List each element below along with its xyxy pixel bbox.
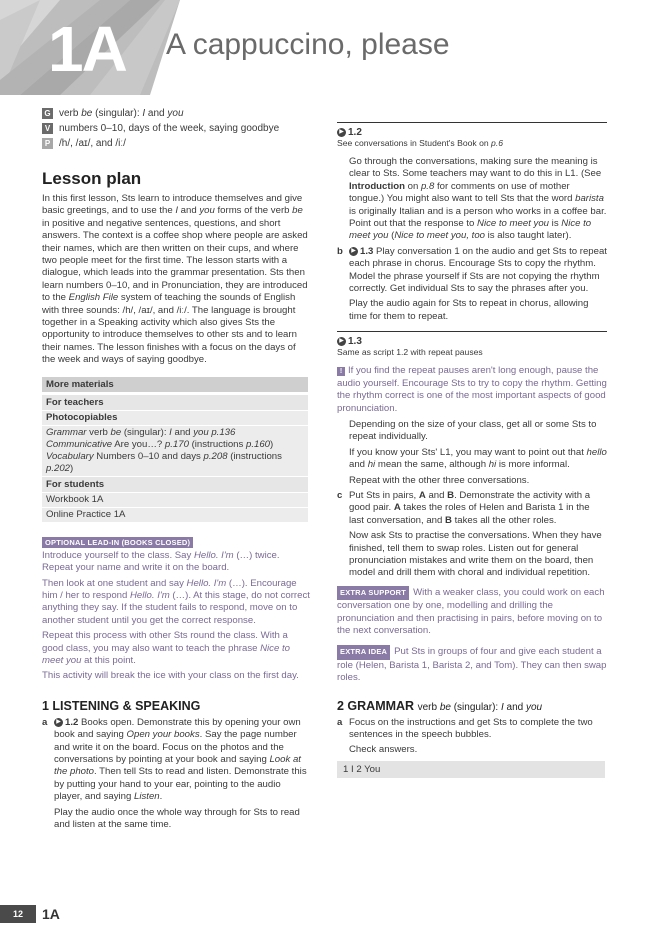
objective-row <box>42 108 310 119</box>
lesson-plan-heading: Lesson plan <box>42 169 142 188</box>
script-1-2-title: 1.2 <box>348 127 362 138</box>
item-b-paragraph: Repeat with the other three conversations. <box>349 474 530 486</box>
lead-in-paragraph: Repeat this process with other Sts round the class. With a good class, you may also want to teach the phrase Nice to meet you at this point. <box>42 630 290 666</box>
item-c-para2: Now ask Sts to practise the conversations. When they have finished, tell them to swap roles. Listen out for general pronunciation mistakes and write them on the board, then model and drill them with choral and individual repetition. <box>349 530 602 579</box>
more-materials-box <box>42 377 308 522</box>
warning-icon: ! <box>337 367 345 376</box>
item-letter: b <box>337 245 343 257</box>
section-2-item-a-text: Focus on the instructions and get Sts to complete the two sentences in the speech bubbles. <box>349 716 593 741</box>
audio-icon: ▶ <box>337 337 346 346</box>
lesson-plan-text: In this first lesson, Sts learn to introduce themselves and give basic greetings, and to use the I and you forms of the verb be in positive and negative sentences, questions, and short answers. The context is a coffee shop where people are asked their names, which are then written on their cups, and where two people meet for the first time. The lesson starts with a dialogue, which leads into the grammar presentation. Sts then learn numbers 0–10, and in Pronunciation, they are introduced to the English File system of teaching the sounds of English with three sounds: /h/, /aɪ/, and /iː/. The language is brought together in a Speaking activity which also gives Sts the opportunity to introduce themselves to other sts and to learn their names. The lesson finishes with a focus on the days of the week and ways of saying goodbye. <box>42 193 308 366</box>
student-material-item: Workbook 1A <box>42 492 308 507</box>
extra-idea-text: Put Sts in groups of four and give each student a role (Helen, Barista 1, Barista 2, and Tom). They can then swap roles. <box>337 646 607 684</box>
left-column <box>42 108 310 834</box>
lead-in-text <box>42 550 310 683</box>
for-teachers-label: For teachers <box>42 394 308 410</box>
lead-in-tag: OPTIONAL LEAD-IN (BOOKS CLOSED) <box>42 537 193 548</box>
objective-text: verb be (singular): I and you <box>59 108 184 119</box>
answers-box: 1 I 2 You <box>337 761 605 778</box>
photocopiable-item: Vocabulary Numbers 0–10 and days p.208 (instructions p.202) <box>46 450 282 474</box>
section-1-heading: 1 LISTENING & SPEAKING <box>42 698 201 713</box>
footer-unit: 1A <box>42 906 60 922</box>
script-1-2-box <box>337 122 607 148</box>
objective-text: numbers 0–10, days of the week, saying goodbye <box>59 123 280 134</box>
item-c <box>337 490 607 527</box>
item-b-paragraph: Depending on the size of your class, get all or some Sts to repeat individually. <box>349 418 597 443</box>
check-answers-text: Check answers. <box>349 744 418 756</box>
extra-support-text: With a weaker class, you could work on each conversation one by one, modelling and drilling the pronunciation and then practising in pairs, before moving on to the next conversation. <box>337 586 605 636</box>
students-list <box>42 492 308 522</box>
item-b <box>337 246 607 296</box>
item-b-text: 1.3 Play conversation 1 on the audio and get Sts to repeat each phrase in chorus. Encourage Sts to copy the rhythm. Model the phrase yourself if Sts are not copying the rhythm correctly. Get individual Sts to say the phrases after you. <box>349 245 607 295</box>
unit-number: 1A <box>48 13 126 85</box>
page-footer <box>0 904 60 924</box>
right-column <box>337 122 607 778</box>
extra-support <box>337 586 607 638</box>
item-b-more <box>337 419 607 487</box>
objective-letter-icon: P <box>42 138 53 149</box>
item-b-paragraph: If you know your Sts' L1, you may want to point out that hello and hi mean the same, although hi is more informal. <box>349 446 607 471</box>
script-1-3-title: 1.3 <box>348 336 362 348</box>
objective-text: /h/, /aɪ/, and /iː/ <box>59 138 126 149</box>
item-a-para2: Play the audio once the whole way through for Sts to read and listen at the same time. <box>54 806 300 830</box>
photocopiables-list <box>42 425 308 476</box>
objective-letter-icon: G <box>42 108 53 119</box>
objective-row <box>42 138 310 149</box>
section-2-item-a <box>337 717 607 742</box>
script-1-3-subtitle: Same as script 1.2 with repeat pauses <box>337 347 483 358</box>
section-2-subtitle: verb be (singular): I and you <box>417 701 543 713</box>
tip-box <box>337 365 607 415</box>
script-1-3-box <box>337 331 607 357</box>
lead-in-paragraph: Introduce yourself to the class. Say Hello. I'm (…) twice. Repeat your name and write it on the board. <box>42 549 280 574</box>
audio-icon: ▶ <box>349 247 358 256</box>
unit-title: A cappuccino, please <box>166 28 450 61</box>
photocopiable-item: Communicative Are you…? p.170 (instructions p.160) <box>46 438 274 450</box>
item-a-text: 1.2 Books open. Demonstrate this by opening your own book and saying Open your books. Say the page number and write it on the board. Focus on the photos and the conversations by pointing at your book and saying Look at the photo. Then tell Sts to read and listen. Demonstrate this by putting your hand to your ear, pointing to the audio player, and saying Listen. <box>54 716 307 803</box>
objective-row <box>42 123 310 134</box>
lead-in <box>42 532 310 683</box>
objective-letter-icon: V <box>42 123 53 134</box>
for-students-label: For students <box>42 476 308 492</box>
lead-in-paragraph: This activity will break the ice with your class on the first day. <box>42 670 299 682</box>
item-b-para2: Play the audio again for Sts to repeat in chorus, allowing time for them to repeat. <box>349 298 589 322</box>
photocopiable-item: Grammar verb be (singular): I and you p.136 <box>46 426 236 438</box>
audio-icon: ▶ <box>337 128 346 137</box>
lead-in-paragraph: Then look at one student and say Hello. I'm (…). Encourage him / her to respond Hello. I'm (…). At this stage, do not correct anything they say. If the student fails to respond, move on to another student until you get the correct response. <box>42 577 310 626</box>
item-c-text: Put Sts in pairs, A and B. Demonstrate the activity with a good pair. A takes the roles of Helen and Barista 1 in the last conversation, and B takes all the other roles. <box>349 489 591 526</box>
item-letter: c <box>337 489 343 501</box>
unit-header <box>0 0 665 95</box>
item-letter: a <box>42 716 48 728</box>
student-material-item: Online Practice 1A <box>42 507 308 522</box>
section-2-title: 2 GRAMMAR <box>337 698 415 713</box>
more-materials-heading: More materials <box>42 377 308 394</box>
item-letter: a <box>337 716 343 728</box>
item-a-continued: Go through the conversations, making sure the meaning is clear to Sts. Some teachers may want to do this in L1. (See Introduction on p.8 for comments on use of mother tongue.) You might also want to tell Sts that the word barista is originally Italian and is a person who works in a coffee bar. Point out that the response to Nice to meet you is Nice to meet you (Nice to meet you, too is also taught later). <box>349 156 607 242</box>
page-number: 12 <box>0 905 36 923</box>
extra-support-tag: EXTRA SUPPORT <box>337 586 409 600</box>
audio-icon: ▶ <box>54 718 63 727</box>
tip-text: If you find the repeat pauses aren't long enough, pause the audio yourself. Encourage Sts to try to copy the rhythm. Getting the rhythm correct is one of the most important aspects of good pronunciation. <box>337 365 607 414</box>
script-1-2-subtitle: See conversations in Student's Book on p.6 <box>337 138 503 148</box>
objectives-list <box>42 108 310 149</box>
extra-idea <box>337 645 607 684</box>
section-2-heading <box>337 699 607 713</box>
section-1-item-a <box>42 717 310 804</box>
photocopiables-label: Photocopiables <box>42 410 308 425</box>
extra-idea-tag: EXTRA IDEA <box>337 645 390 659</box>
